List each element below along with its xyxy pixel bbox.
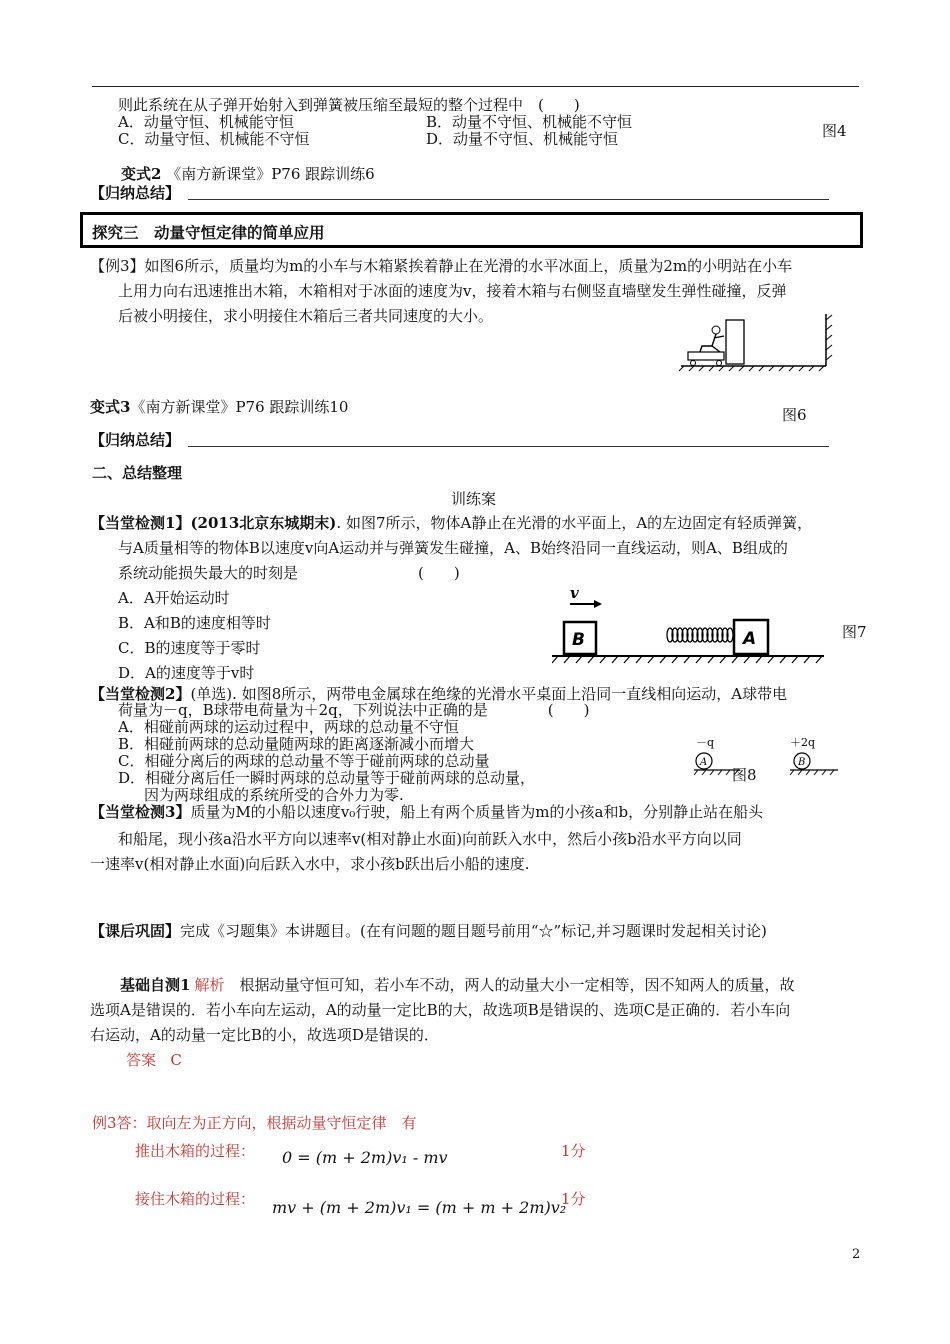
page-number: 2 (852, 1247, 861, 1262)
check1-line3: 系统动能损失最大的时刻是 ( ) (118, 564, 460, 582)
check1-opt-d: D．A的速度等于v时 (118, 664, 255, 682)
check1-opt-b: B．A和B的速度相等时 (118, 614, 271, 632)
ex3-catch-equation: mv + (m + 2m)v₁ = (m + m + 2m)v₂ (272, 1198, 567, 1217)
header-rule (92, 86, 859, 87)
check3-label: 【当堂检测3】 (90, 803, 191, 821)
after-class-text: 完成《习题集》本讲题目。(在有问题的题目题号前用“☆”标记,并习题课时发起相关讨论) (180, 922, 767, 940)
option-c: C．动量守恒、机械能不守恒 (118, 130, 310, 148)
option-a: A．动量守恒、机械能守恒 (118, 113, 294, 131)
check1-line2: 与A质量相等的物体B以速度v向A运动并与弹簧发生碰撞，A、B始终沿同一直线运动，则A、B组成的 (118, 539, 788, 557)
ex3-answer-head: 例3答：取向左为正方向，根据动量守恒定律 有 (92, 1114, 417, 1132)
check2-opt-a: A．相碰前两球的运动过程中，两球的总动量不守恒 (118, 718, 459, 736)
figure-6 (676, 312, 836, 372)
answer1-line2: 选项A是错误的．若小车向左运动，A的动量一定比B的大，故选项B是错误的、选项C是正确的．若小车向 (90, 1001, 791, 1019)
option-b: B．动量不守恒、机械能不守恒 (426, 113, 633, 131)
after-class (90, 920, 767, 941)
variant3 (90, 396, 348, 417)
variant2-text: 《南方新课堂》P76 跟踪训练6 (166, 165, 375, 183)
check2-opt-b: B．相碰前两球的总动量随两球的距离逐渐减小而增大 (118, 735, 475, 753)
check2-text: (单选). 如图8所示，两带电金属球在绝缘的光滑水平桌面上沿同一直线相向运动，A球带电 (190, 685, 788, 703)
check1-text: . 如图7所示，物体A静止在光滑的水平面上，A的左边固定有轻质弹簧， (336, 514, 813, 532)
ex3-catch-score: 1分 (561, 1190, 586, 1208)
ex3-push-label: 推出木箱的过程： (135, 1142, 256, 1160)
training-title: 训练案 (451, 490, 497, 508)
answer1-line1 (120, 974, 794, 995)
check3-text: 质量为M的小船以速度v₀行驶，船上有两个质量皆为m的小孩a和b，分别静止站在船头 (190, 803, 764, 821)
figure-7-label: 图7 (842, 623, 867, 641)
example3-line3: 后被小明接住，求小明接住木箱后三者共同速度的大小。 (118, 307, 494, 325)
ex3-catch-label: 接住木箱的过程： (135, 1190, 256, 1208)
answer1-text: 根据动量守恒可知，若小车不动，两人的动量大小一定相等，因不知两人的质量，故 (224, 976, 795, 994)
fig8-b: B (798, 757, 806, 768)
section-two-title: 二、总结整理 (92, 464, 183, 482)
fig8-a: A (700, 757, 708, 768)
check1-line1 (90, 512, 812, 533)
section3-title: 探究三 动量守恒定律的简单应用 (92, 223, 325, 242)
fig7-v: v (570, 584, 579, 602)
check1-label: 【当堂检测1】 (90, 514, 191, 532)
check3-line2: 和船尾，现小孩a沿水平方向以速率v(相对静止水面)向前跃入水中，然后小孩b沿水平方向以同 (118, 830, 742, 848)
summary-line-1 (188, 199, 829, 200)
figure-8 (694, 736, 854, 780)
check1-opt-a: A．A开始运动时 (118, 589, 230, 607)
summary-label-1: 【归纳总结】 (90, 184, 181, 202)
summary-label-2: 【归纳总结】 (90, 431, 181, 449)
variant2-title: 变式2 (121, 165, 162, 183)
summary-line-2 (188, 446, 829, 447)
option-d: D．动量不守恒、机械能守恒 (426, 130, 619, 148)
variant2 (121, 163, 375, 184)
variant3-title: 变式3 (90, 398, 131, 416)
check1-source: (2013北京东城期末) (190, 514, 337, 532)
figure-4-label: 图4 (822, 122, 847, 140)
fig8-qa: －q (696, 736, 715, 749)
fig7-b: B (572, 630, 585, 650)
question-stem: 则此系统在从子弹开始射入到弹簧被压缩至最短的整个过程中 ( ) (118, 96, 580, 114)
check2-opt-d2: 因为两球组成的系统所受的合外力为零. (144, 786, 404, 804)
after-class-label: 【课后巩固】 (90, 922, 181, 940)
check3-line3: 一速率v(相对静止水面)向后跃入水中，求小孩b跃出后小船的速度. (90, 855, 530, 873)
check2-opt-d1: D．相碰分离后任一瞬时两球的总动量等于碰前两球的总动量， (118, 769, 536, 787)
answer1-ans-label: 答案 (126, 1051, 157, 1069)
figure-7 (552, 584, 832, 664)
variant3-text: 《南方新课堂》P76 跟踪训练10 (130, 398, 349, 416)
check2-line2: 荷量为－q，B球带电荷量为＋2q，下列说法中正确的是 ( ) (118, 701, 590, 719)
fig8-qb: ＋2q (790, 736, 816, 749)
answer1-answer (126, 1049, 182, 1070)
ex3-push-score: 1分 (561, 1142, 586, 1160)
answer1-title: 基础自测1 (120, 976, 191, 994)
answer1-line3: 右运动，A的动量一定比B的小，故选项D是错误的． (90, 1026, 439, 1044)
fig7-a: A (743, 629, 757, 649)
answer1-ans-value: C (170, 1051, 182, 1069)
example3-line1: 【例3】如图6所示，质量均为m的小车与木箱紧挨着静止在光滑的水平冰面上，质量为2m的小明站在小车 (90, 257, 793, 275)
check2-label: 【当堂检测2】 (90, 685, 191, 703)
ex3-push-equation: 0 = (m + 2m)v₁ - mv (282, 1148, 448, 1167)
check2-opt-c: C．相碰分离后的两球的总动量不等于碰前两球的总动量 (118, 752, 490, 770)
figure-6-label: 图6 (782, 406, 807, 424)
check3-line1 (90, 801, 763, 822)
check1-opt-c: C．B的速度等于零时 (118, 639, 261, 657)
answer1-tag: 解析 (194, 976, 225, 994)
figure-8-label: 图8 (732, 766, 757, 784)
example3-line2: 上用力向右迅速推出木箱，木箱相对于冰面的速度为v，接着木箱与右侧竖直墙壁发生弹性碰撞，反弹 (118, 282, 787, 300)
